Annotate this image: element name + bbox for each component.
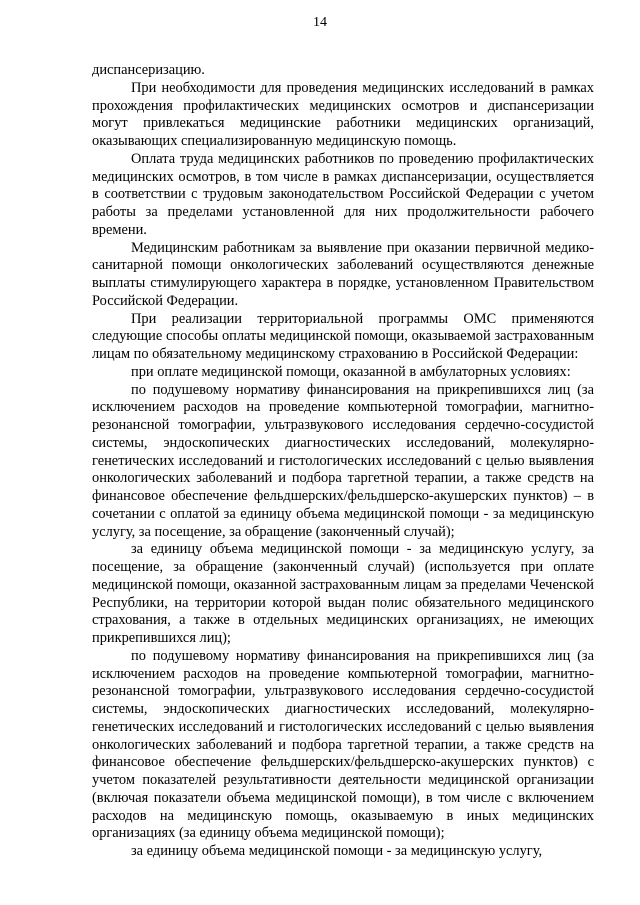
paragraph-3: Оплата труда медицинских работников по проведению профилактических медицинских осмотров, в том числе в рамках диспансеризации, осуществляется в соответствии с трудовым законодательством Российской Федерации с учетом работы за пределами установленной для них продолжительности рабочего времени. <box>92 150 594 238</box>
paragraph-10: за единицу объема медицинской помощи - за медицинскую услугу, <box>131 843 543 859</box>
paragraph-7: по подушевому нормативу финансирования на прикрепившихся лиц (за исключением расходов на проведение компьютерной томографии, магнитно-резонансной томографии, ультразвукового исследования сердечно-сосудистой системы, эндоскопических диагностических исследований, молекулярно-генетических исследований и гистологических исследований с целью выявления онкологических заболеваний и подбора таргетной терапии, а также средств на финансовое обеспечение фельдшерских/фельдшерско-акушерских пунктов) – в сочетании с оплатой за единицу объема медицинской помощи - за медицинскую услугу, за посещение, за обращение (законченный случай); <box>92 381 594 540</box>
paragraph-6: при оплате медицинской помощи, оказанной в амбулаторных условиях: <box>131 363 571 380</box>
paragraph-1: диспансеризацию. <box>92 62 205 78</box>
paragraph-9: по подушевому нормативу финансирования на прикрепившихся лиц (за исключением расходов на проведение компьютерной томографии, магнитно-резонансной томографии, ультразвукового исследования сердечно-сосудистой системы, эндоскопических диагностических исследований, молекулярно-генетических исследований и гистологических исследований с целью выявления онкологических заболеваний и подбора таргетной терапии, а также средств на финансовое обеспечение фельдшерских/фельдшерско-акушерских пунктов) с учетом показателей результативности деятельности медицинской организации (включая показатели объема медицинской помощи), в том числе с включением расходов на медицинскую помощь, оказываемую в иных медицинских организациях (за единицу объема медицинской помощи); <box>92 647 594 842</box>
paragraph-2: При необходимости для проведения медицинских исследований в рамках прохождения профилактических медицинских осмотров и диспансеризации могут привлекаться медицинские работники медицинских организаций, оказывающих специализированную медицинскую помощь. <box>92 79 594 149</box>
document-body <box>92 62 594 861</box>
page-number: 14 <box>313 15 327 30</box>
paragraph-5: При реализации территориальной программы ОМС применяются следующие способы оплаты медицинской помощи, оказываемой застрахованным лицам по обязательному медицинскому страхованию в Российской Федерации: <box>92 310 594 362</box>
paragraph-8: за единицу объема медицинской помощи - за медицинскую услугу, за посещение, за обращение (законченный случай) (используется при оплате медицинской помощи, оказанной застрахованным лицам за пределами Чеченской Республики, на территории которой выдан полис обязательного медицинского страхования, а также в отдельных медицинских организациях, не имеющих прикрепившихся лиц); <box>92 541 594 646</box>
paragraph-4: Медицинским работникам за выявление при оказании первичной медико-санитарной помощи онкологических заболеваний осуществляются денежные выплаты стимулирующего характера в порядке, установленном Правительством Российской Федерации. <box>92 239 594 309</box>
